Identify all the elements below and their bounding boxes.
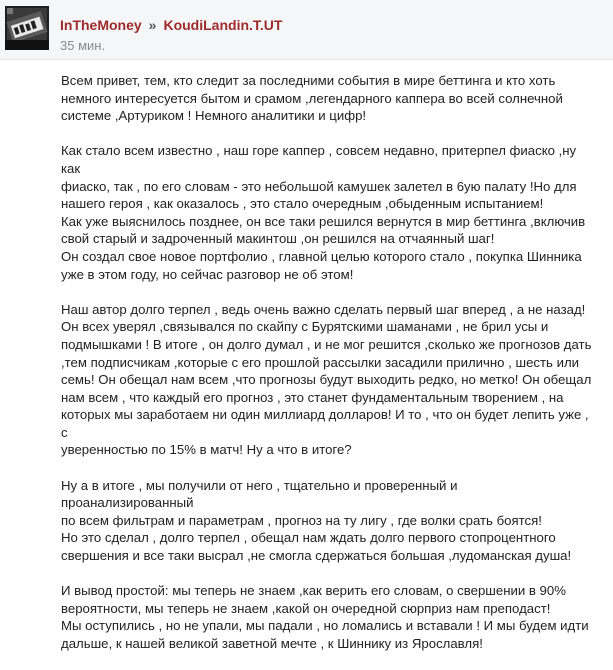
money-logo-avatar-icon <box>5 6 49 50</box>
target-link[interactable]: KoudiLandin.T.UT <box>163 17 283 33</box>
post-paragraph: Наш автор долго терпел , ведь очень важно сделать первый шаг вперед , а не назад! Он всех уверял ,связывался по скайпу с Бурятскими шаманами , не брил усы и подмышками ! В итоге , он долго думал , и не мог решится ,сколько же прогнозов дать ,тем подписчикам ,которые с его прошлой рассылки засадили прилично , шесть или семь! Он обещал нам всем ,что прогнозы будут выходить редко, но метко! Он обещал нам всем , что каждый его прогноз , это станет фундаментальным творением , на которых мы заработаем ни один миллиард долларов! И то , что он будет лепить уже , с уверенностью по 15% в матч! Ну а что в итоге? <box>61 301 592 458</box>
post-paragraph: Как стало всем известно , наш горе каппер , совсем недавно, притерпел фиаско ,ну как фиаско, так , по его словам - это небольшой камушек залетел в 6ую палату !Но для нашего героя , как оказалось , это стало очередным ,обыденным испытанием! Как уже выяснилось позднее, он все таки решился вернутся в мир беттинга ,включив свой старый и задроченный макинтош ,он решился на отчаянный шаг! Он создал свое новое портфолио , главной целью которого стало , покупка Шинника уже в этом году, но сейчас разговор не об этом! <box>61 143 586 282</box>
reply-arrow-separator: » <box>148 17 157 33</box>
post-paragraph: Всем привет, тем, кто следит за последними события в мире беттинга и кто хоть немного интересуется бытом и срамом ,легендарного каппера во всей солнечной системе ,Артуриком ! Немного аналитики и цифр! <box>61 73 563 124</box>
post-header <box>0 0 613 60</box>
post-paragraph: И вывод простой: мы теперь не знаем ,как верить его словам, о свершении в 90% вероятности, мы теперь не знаем ,какой он очередной сюрприз нам преподаст! Мы оступились , но не упали, мы падали , но ломались и вставали ! И мы будем идти дальше, к нашей великой заветной мечте , к Шиннику из Ярославля! <box>61 583 589 651</box>
post-paragraph: Ну а в итоге , мы получили от него , тщательно и проверенный и проанализированный по всем фильтрам и параметрам , прогноз на ту лигу , где волки срать боятся! Но это сделал , долго терпел , обещал нам ждать долго первого стопроцентного свершения и все таки высрал ,не смогла сдержаться большая ,лудоманская душа! <box>61 477 572 564</box>
post-body <box>61 72 593 670</box>
author-line <box>60 16 282 34</box>
avatar[interactable] <box>5 6 49 50</box>
post-timestamp[interactable]: 35 мин. <box>60 38 106 53</box>
author-link[interactable]: InTheMoney <box>60 17 142 33</box>
